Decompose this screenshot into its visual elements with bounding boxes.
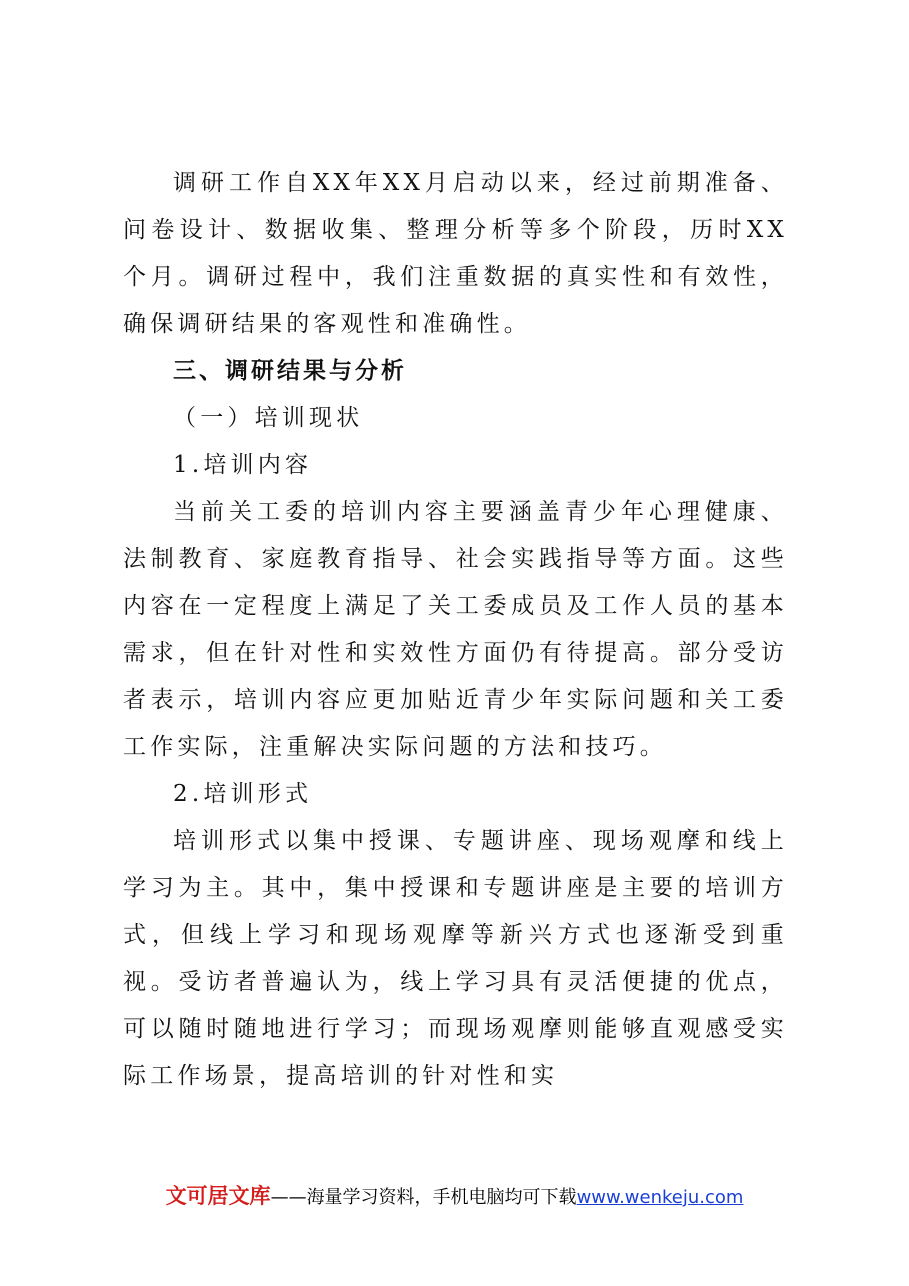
- paragraph-training-content: 当前关工委的培训内容主要涵盖青少年心理健康、法制教育、家庭教育指导、社会实践指导等方面。这些内容在一定程度上满足了关工委成员及工作人员的基本需求，但在针对性和实效性方面仍有待提高。部分受访者表示，培训内容应更加贴近青少年实际问题和关工委工作实际，注重解决实际问题的方法和技巧。: [123, 499, 788, 760]
- section-heading-results: 三、调研结果与分析: [173, 358, 407, 384]
- document-body: [123, 160, 788, 1100]
- item-heading-content: 1.培训内容: [173, 452, 313, 478]
- footer-brand: 文可居文库: [165, 1184, 271, 1208]
- paragraph-research-process: 调研工作自XX年XX月启动以来，经过前期准备、问卷设计、数据收集、整理分析等多个阶段，历时XX个月。调研过程中，我们注重数据的真实性和有效性，确保调研结果的客观性和准确性。: [123, 170, 788, 337]
- paragraph-training-form: 培训形式以集中授课、专题讲座、现场观摩和线上学习为主。其中，集中授课和专题讲座是主要的培训方式，但线上学习和现场观摩等新兴方式也逐渐受到重视。受访者普遍认为，线上学习具有灵活便捷的优点，可以随时随地进行学习；而现场观摩则能够直观感受实际工作场景，提高培训的针对性和实: [123, 828, 788, 1089]
- subsection-heading-status: （一）培训现状: [173, 405, 364, 431]
- footer-tagline: 海量学习资料，手机电脑均可下载: [306, 1187, 577, 1208]
- footer-link[interactable]: www.wenkeju.com: [576, 1187, 744, 1208]
- footer-separator: ——: [270, 1187, 307, 1208]
- item-heading-form: 2.培训形式: [173, 781, 313, 807]
- footer-banner: [0, 1180, 909, 1210]
